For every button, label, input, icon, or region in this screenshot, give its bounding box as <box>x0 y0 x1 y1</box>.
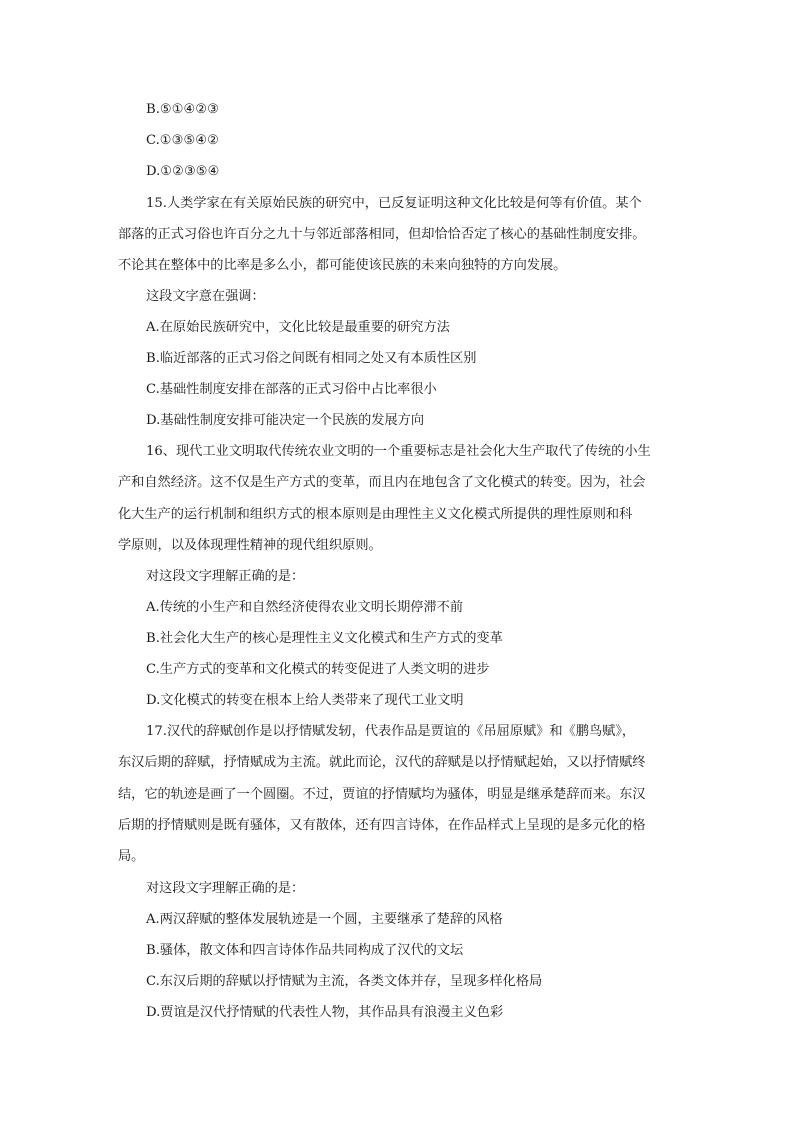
q14-option-d: D.①②③⑤④ <box>146 164 220 179</box>
q15-text-line-1: 15.人类学家在有关原始民族的研究中，已反复证明这种文化比较是何等有价值。某个 <box>146 196 642 211</box>
q15-text-line-2: 部落的正式习俗也许百分之九十与邻近部落相同，但却恰恰否定了核心的基础性制度安排。 <box>118 227 646 242</box>
q14-option-c: C.①③⑤④② <box>146 133 219 148</box>
q16-text-line-2: 产和自然经济。这不仅是生产方式的变革，而且内在地包含了文化模式的转变。因为，社会 <box>118 475 646 490</box>
q15-text-line-3: 不论其在整体中的比率是多么小，都可能使该民族的未来向独特的方向发展。 <box>118 258 567 273</box>
q16-option-d: D.文化模式的转变在根本上给人类带来了现代工业文明 <box>146 693 464 708</box>
q14-option-b: B.⑤①④②③ <box>146 102 219 117</box>
q17-text-line-4: 后期的抒情赋则是既有骚体，又有散体，还有四言诗体，在作品样式上呈现的是多元化的格 <box>118 818 646 833</box>
q16-text-line-3: 化大生产的运行机制和组织方式的根本原则是由理性主义文化模式所提供的理性原则和科 <box>118 507 633 522</box>
q17-option-d: D.贾谊是汉代抒情赋的代表性人物，其作品具有浪漫主义色彩 <box>146 1005 504 1020</box>
q17-option-a: A.两汉辞赋的整体发展轨迹是一个圆，主要继承了楚辞的风格 <box>146 912 503 927</box>
q17-text-line-1: 17.汉代的辞赋创作是以抒情赋发轫，代表作品是贾谊的《吊屈原赋》和《鹏鸟赋》， <box>146 724 636 739</box>
q15-option-a: A.在原始民族研究中，文化比较是最重要的研究方法 <box>146 320 450 335</box>
q15-option-d: D.基础性制度安排可能决定一个民族的发展方向 <box>146 413 425 428</box>
q16-option-c: C.生产方式的变革和文化模式的转变促进了人类文明的进步 <box>146 662 490 677</box>
q17-text-line-3: 结，它的轨迹是画了一个圆圈。不过，贾谊的抒情赋均为骚体，明显是继承楚辞而来。东汉 <box>118 787 646 802</box>
q17-option-b: B.骚体，散文体和四言诗体作品共同构成了汉代的文坛 <box>146 943 464 958</box>
q15-stem: 这段文字意在强调： <box>146 289 265 304</box>
q16-option-b: B.社会化大生产的核心是理性主义文化模式和生产方式的变革 <box>146 631 503 646</box>
q15-option-b: B.临近部落的正式习俗之间既有相同之处又有本质性区别 <box>146 351 477 366</box>
q16-option-a: A.传统的小生产和自然经济使得农业文明长期停滞不前 <box>146 600 464 615</box>
q17-text-line-5: 局。 <box>118 849 145 864</box>
q15-option-c: C.基础性制度安排在部落的正式习俗中占比率很小 <box>146 382 437 397</box>
q17-option-c: C.东汉后期的辞赋以抒情赋为主流，各类文体并存，呈现多样化格局 <box>146 974 543 989</box>
q16-text-line-4: 学原则，以及体现理性精神的现代组织原则。 <box>118 538 382 553</box>
q17-stem: 对这段文字理解正确的是： <box>146 881 305 896</box>
q16-text-line-1: 16、现代工业文明取代传统农业文明的一个重要标志是社会化大生产取代了传统的小生 <box>146 444 651 459</box>
q17-text-line-2: 东汉后期的辞赋，抒情赋成为主流。就此而论，汉代的辞赋是以抒情赋起始，又以抒情赋终 <box>118 755 646 770</box>
q16-stem: 对这段文字理解正确的是： <box>146 569 305 584</box>
